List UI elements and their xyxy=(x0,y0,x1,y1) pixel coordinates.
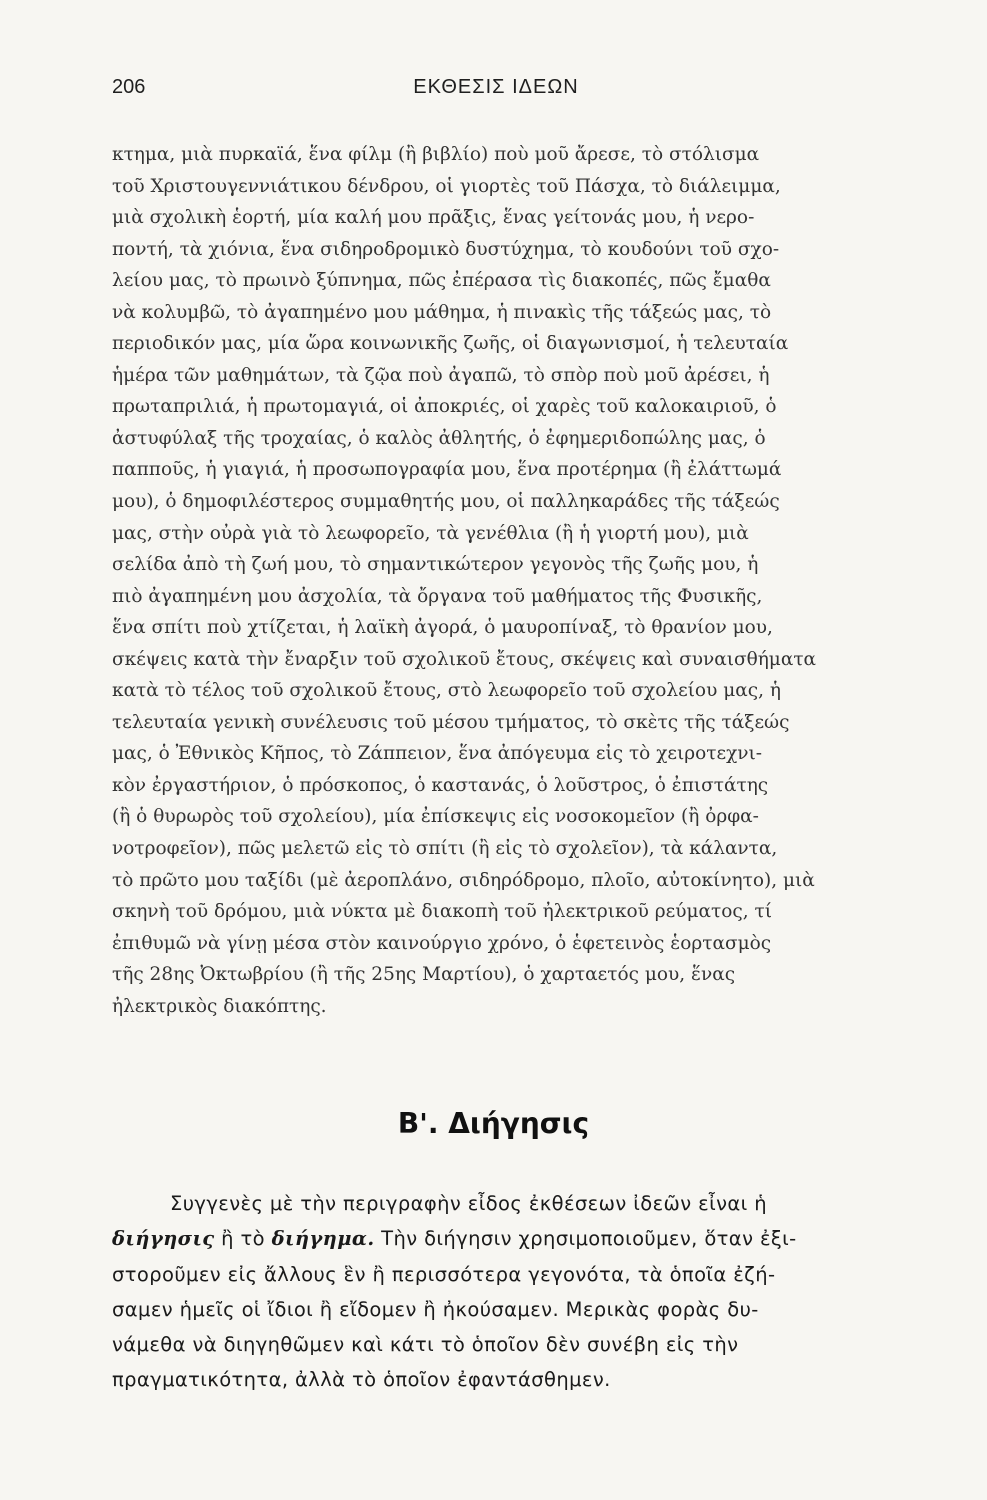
text-line: πρωταπριλιά, ἡ πρωτομαγιά, οἱ ἀποκριές, οἱ χαρὲς τοῦ καλοκαιριοῦ, ὁ xyxy=(112,396,777,418)
text-line: κτημα, μιὰ πυρκαϊά, ἕνα φίλμ (ἢ βιβλίο) ποὺ μοῦ ἄρεσε, τὸ στόλισμα xyxy=(112,144,760,165)
text-line: ἠλεκτρικὸς διακόπτης. xyxy=(112,995,327,1017)
text-line: λείου μας, τὸ πρωινὸ ξύπνημα, πῶς ἐπέρασα τὶς διακοπές, πῶς ἔμαθα xyxy=(112,270,771,292)
text-fragment: Τὴν διήγησιν χρησιμοποιοῦμεν, ὅταν ἐξι- xyxy=(374,1227,797,1251)
section-marker: Β'. xyxy=(397,1107,439,1140)
topic-list-paragraph xyxy=(112,139,928,1022)
text-line: νάμεθα νὰ διηγηθῶμεν καὶ κάτι τὸ ὁποῖον δὲν συνέβη εἰς τὴν xyxy=(112,1333,739,1357)
text-line: μας, στὴν οὐρὰ γιὰ τὸ λεωφορεῖο, τὰ γενέθλια (ἢ ἡ γιορτή μου), μιὰ xyxy=(112,522,749,544)
text-line: τελευταία γενικὴ συνέλευσις τοῦ μέσου τμήματος, τὸ σκὲτς τῆς τάξεώς xyxy=(112,711,790,733)
text-line: νὰ κολυμβῶ, τὸ ἀγαπημένο μου μάθημα, ἡ πινακὶς τῆς τάξεώς μας, τὸ xyxy=(112,301,772,323)
text-line: Συγγενὲς μὲ τὴν περιγραφὴν εἶδος ἐκθέσεων ἰδεῶν εἶναι ἡ xyxy=(170,1192,767,1215)
text-line: μου), ὁ δημοφιλέστερος συμμαθητής μου, οἱ παλληκαράδες τῆς τάξεώς xyxy=(112,491,780,513)
text-line: νοτροφεῖον), πῶς μελετῶ εἰς τὸ σπίτι (ἢ εἰς τὸ σχολεῖον), τὰ κάλαντα, xyxy=(112,838,778,860)
text-line: ἀστυφύλαξ τῆς τροχαίας, ὁ καλὸς ἀθλητής, ὁ ἐφημεριδοπώλης μας, ὁ xyxy=(112,427,766,449)
text-line: μας, ὁ Ἐθνικὸς Κῆπος, τὸ Ζάππειον, ἕνα ἀπόγευμα εἰς τὸ χειροτεχνι- xyxy=(112,743,763,765)
term-dihegesis: διήγησις xyxy=(112,1227,215,1251)
term-diegema: διήγημα. xyxy=(271,1227,375,1251)
narration-paragraph xyxy=(112,1186,932,1398)
text-line: περιοδικόν μας, μία ὥρα κοινωνικῆς ζωῆς, οἱ διαγωνισμοί, ἡ τελευταία xyxy=(112,333,789,355)
page-number: 206 xyxy=(112,76,146,98)
text-line: τῆς 28ης Ὀκτωβρίου (ἢ τῆς 25ης Μαρτίου), ὁ χαρταετός μου, ἕνας xyxy=(112,964,736,986)
text-line: ἕνα σπίτι ποὺ χτίζεται, ἡ λαϊκὴ ἀγορά, ὁ μαυροπίναξ, τὸ θρανίον μου, xyxy=(112,617,773,639)
text-fragment: ἢ τὸ xyxy=(214,1227,272,1251)
text-line: πιὸ ἀγαπημένη μου ἀσχολία, τὰ ὄργανα τοῦ μαθήματος τῆς Φυσικῆς, xyxy=(112,585,763,607)
text-line: μιὰ σχολικὴ ἑορτή, μία καλή μου πρᾶξις, ἕνας γείτονάς μου, ἡ νερο- xyxy=(112,207,755,229)
text-line: σκηνὴ τοῦ δρόμου, μιὰ νύκτα μὲ διακοπὴ τοῦ ἠλεκτρικοῦ ρεύματος, τί xyxy=(112,901,773,923)
text-line: ποντή, τὰ χιόνια, ἕνα σιδηροδρομικὸ δυστύχημα, τὸ κουδούνι τοῦ σχο- xyxy=(112,238,780,260)
page-header xyxy=(112,76,880,106)
text-line: πραγματικότητα, ἀλλὰ τὸ ὁποῖον ἐφαντάσθημεν. xyxy=(112,1368,611,1392)
text-line: σελίδα ἀπὸ τὴ ζωή μου, τὸ σημαντικώτερον γεγονὸς τῆς ζωῆς μου, ἡ xyxy=(112,554,759,576)
running-title: ΕΚΘΕΣΙΣ ΙΔΕΩΝ xyxy=(413,76,579,98)
text-line: ἡμέρα τῶν μαθημάτων, τὰ ζῷα ποὺ ἀγαπῶ, τὸ σπὸρ ποὺ μοῦ ἀρέσει, ἡ xyxy=(112,364,770,386)
text-line: στοροῦμεν εἰς ἄλλους ἓν ἢ περισσότερα γεγονότα, τὰ ὁποῖα ἐζή- xyxy=(112,1262,776,1286)
text-line: κὸν ἐργαστήριον, ὁ πρόσκοπος, ὁ καστανάς, ὁ λοῦστρος, ὁ ἐπιστάτης xyxy=(112,774,769,796)
text-line: τὸ πρῶτο μου ταξίδι (μὲ ἀεροπλάνο, σιδηρόδρομο, πλοῖο, αὐτοκίνητο), μιὰ xyxy=(112,869,815,891)
text-line: τοῦ Χριστουγεννιάτικου δένδρου, οἱ γιορτὲς τοῦ Πάσχα, τὸ διάλειμμα, xyxy=(112,175,781,197)
text-line: ἐπιθυμῶ νὰ γίνῃ μέσα στὸν καινούργιο χρόνο, ὁ ἑφετεινὸς ἑορτασμὸς xyxy=(112,932,772,954)
text-line: κατὰ τὸ τέλος τοῦ σχολικοῦ ἔτους, στὸ λεωφορεῖο τοῦ σχολείου μας, ἡ xyxy=(112,680,781,702)
section-title-text: Διήγησις xyxy=(448,1107,590,1140)
text-line: σκέψεις κατὰ τὴν ἔναρξιν τοῦ σχολικοῦ ἔτους, σκέψεις καὶ συναισθήματα xyxy=(112,648,817,670)
section-heading xyxy=(0,1107,987,1140)
text-line: σαμεν ἡμεῖς οἱ ἴδιοι ἢ εἴδομεν ἢ ἠκούσαμεν. Μερικὰς φορὰς δυ- xyxy=(112,1297,759,1321)
text-line: (ἢ ὁ θυρωρὸς τοῦ σχολείου), μία ἐπίσκεψις εἰς νοσοκομεῖον (ἢ ὀρφα- xyxy=(112,806,759,828)
text-line xyxy=(112,1221,932,1256)
text-line: παπποῦς, ἡ γιαγιά, ἡ προσωπογραφία μου, ἕνα προτέρημα (ἢ ἐλάττωμά xyxy=(112,459,782,481)
